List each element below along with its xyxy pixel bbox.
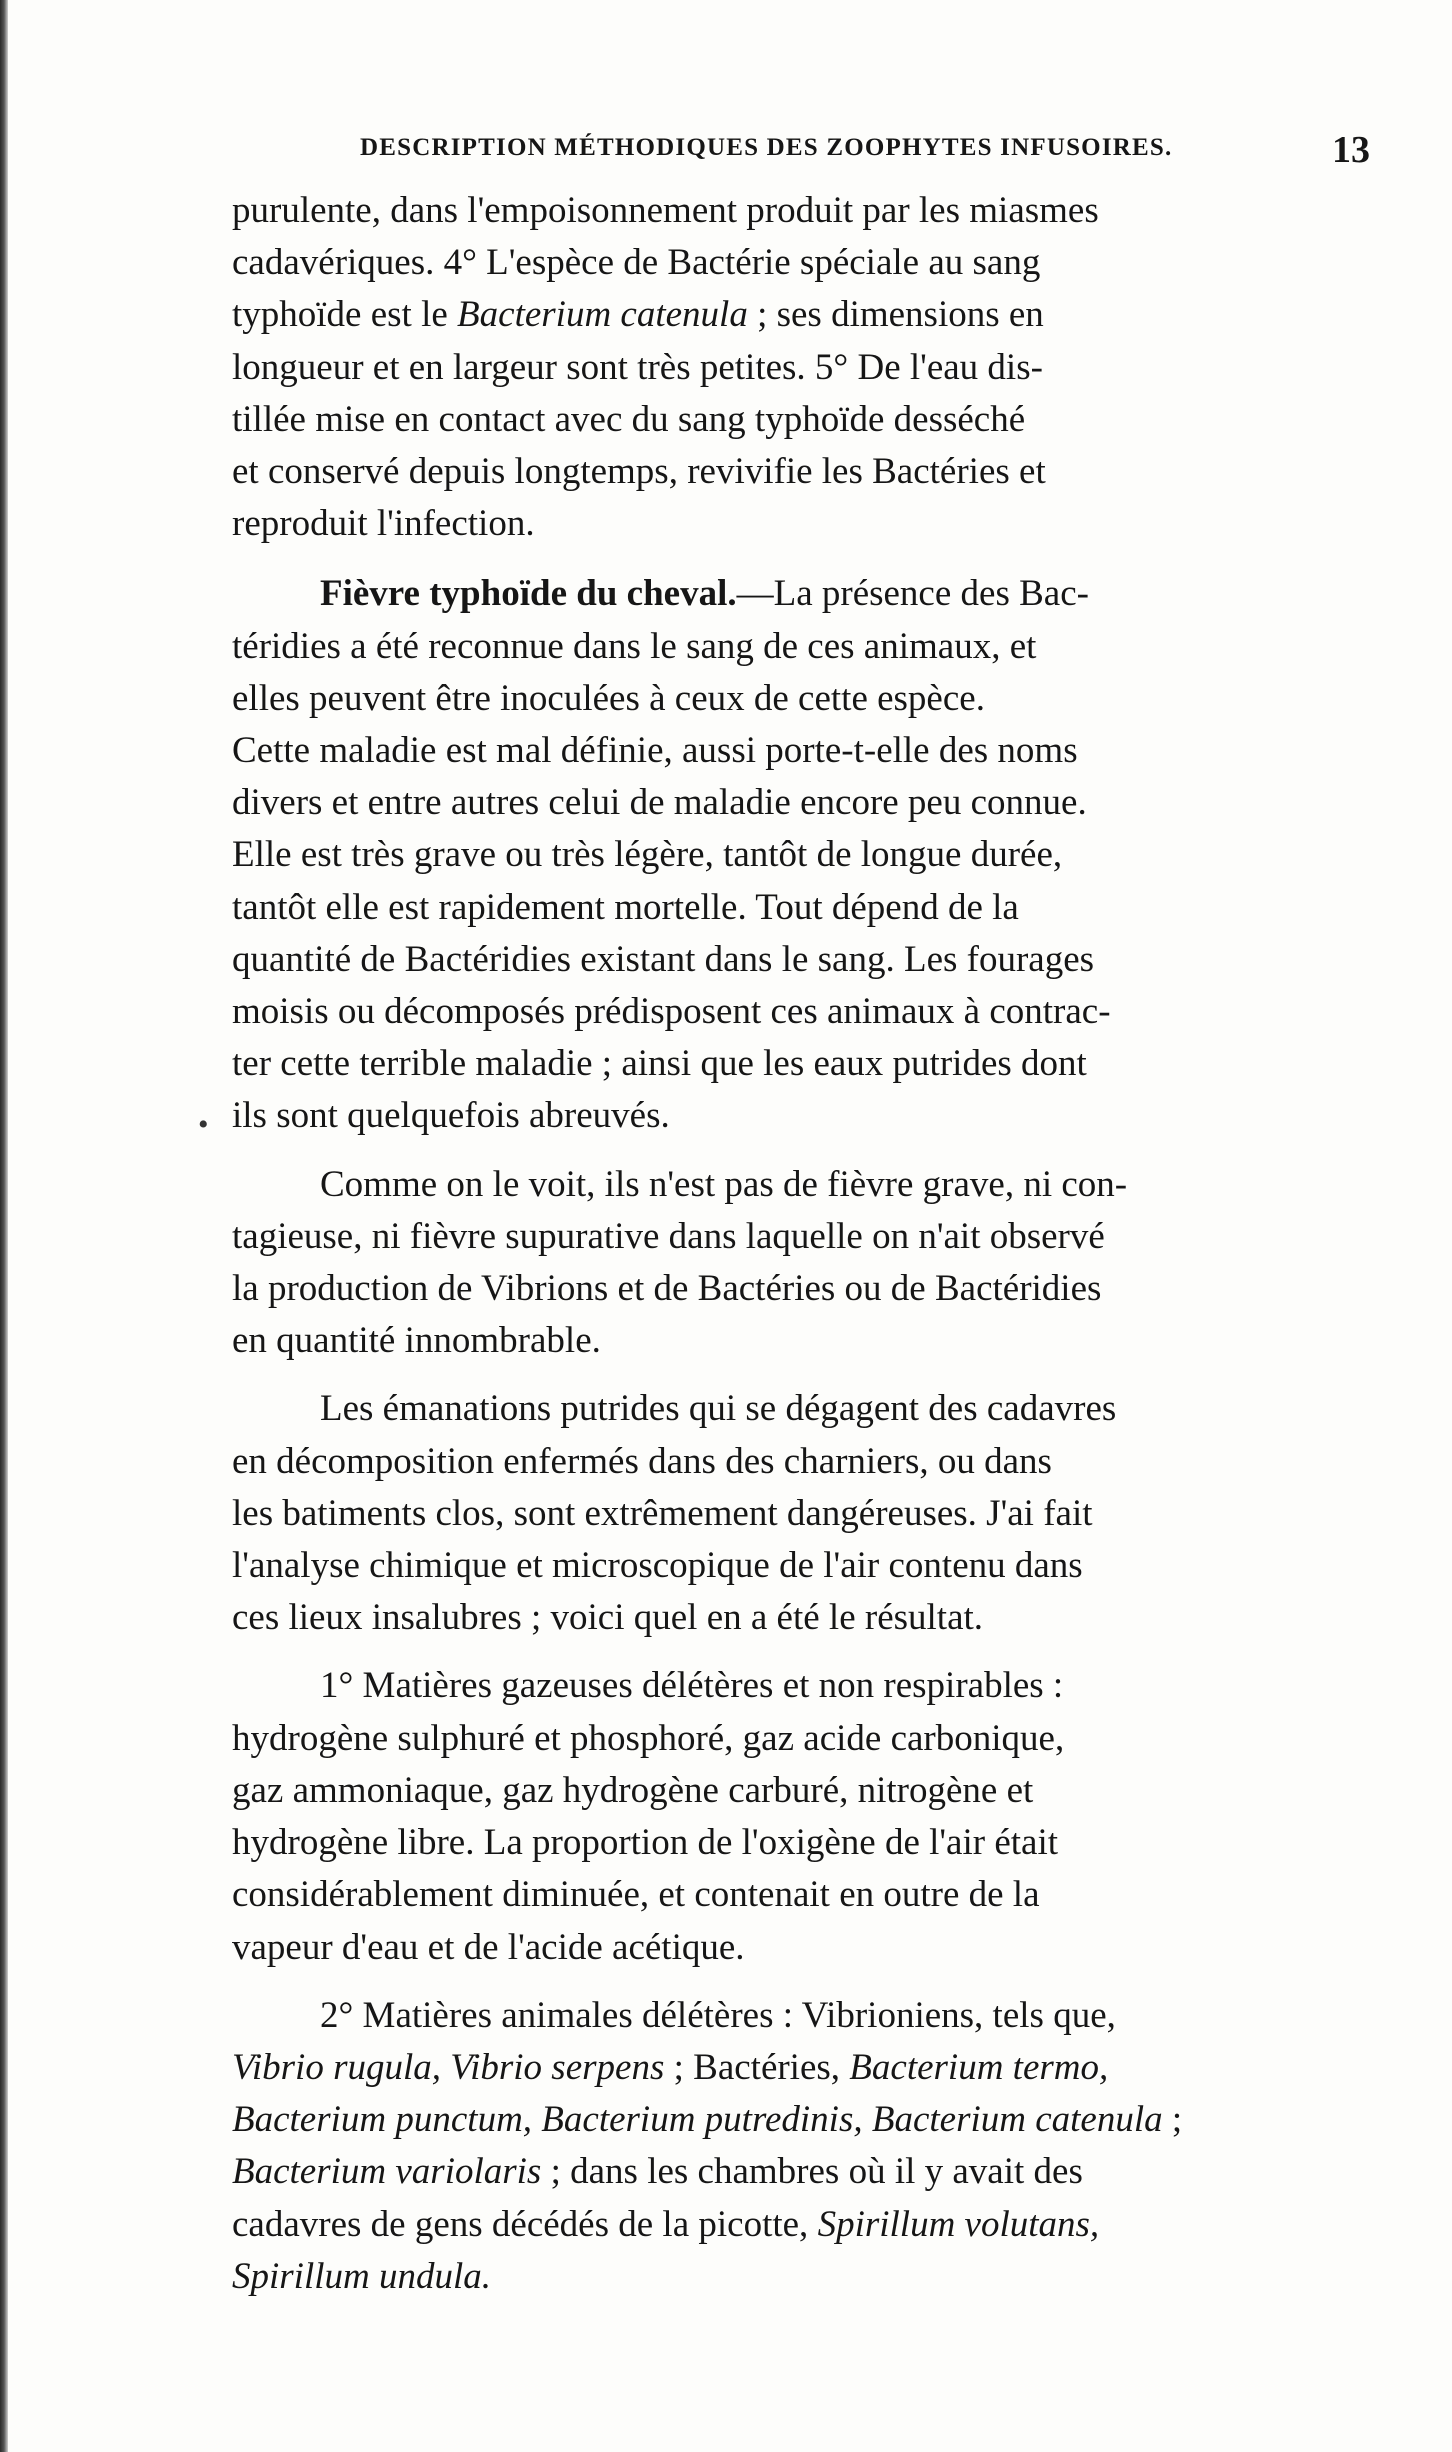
paragraph-text: Les émanations putrides qui se dégagent des cadavres en décomposition enfermés dans des charniers, ou dans les batiments clos, sont extrêmement dangéreuses. J'ai fait l'analyse chimique et microscopique de l'air contenu dans ces lieux insalubres ; voici quel en a été le résultat. — [232, 1388, 1117, 1639]
species-name-italic: Bacterium catenula — [457, 294, 748, 336]
running-title: DESCRIPTION MÉTHODIQUES DES ZOOPHYTES INFUSOIRES. — [360, 134, 1173, 161]
paragraph-text: 2° Matières animales délétères : Vibrioniens, tels que, — [320, 1994, 1116, 2036]
page-number: 13 — [1332, 129, 1370, 171]
body-text — [232, 185, 1362, 2319]
species-name-italic: Bacterium termo, Bacterium punctum, Bacterium putredinis, Bacterium catenula — [232, 2046, 1163, 2141]
section-heading: Fièvre typhoïde du cheval. — [320, 573, 737, 615]
species-name-italic: Spirillum volutans, Spirillum undula. — [232, 2203, 1100, 2297]
paragraph-text: Comme on le voit, ils n'est pas de fièvre grave, ni con- tagieuse, ni fièvre supurative dans laquelle on n'ait observé la production de Vibrions et de Bactéries ou de Bactéridies en quantité innombrable. — [232, 1163, 1128, 1362]
paragraph-gaseous-matters — [232, 1660, 1362, 1973]
paragraph-text: ; — [1171, 2099, 1183, 2141]
paragraph-animal-matters — [232, 1990, 1362, 2303]
paragraph-comme-on-le-voit — [232, 1159, 1362, 1368]
paragraph-emanations — [232, 1383, 1362, 1644]
running-header — [360, 128, 1370, 178]
paragraph-text: purulente, dans l'empoisonnement produit par les miasmes cadavériques. 4° L'espèce de Bactérie spéciale au sang typhoïde est le — [232, 190, 1099, 336]
species-name-italic: Vibrio rugula, Vibrio serpens — [232, 2046, 665, 2088]
paragraph-text: ; ses dimensions en longueur et en largeur sont très petites. 5° De l'eau dis- tillée mise en contact avec du sang typhoïde desséché et conservé depuis longtemps, revivifie les Bactéries et reproduit l'infection. — [232, 294, 1046, 545]
stray-dot-mark: • — [198, 1108, 209, 1141]
paragraph-text: —La présence des Bac- téridies a été reconnue dans le sang de ces animaux, et elles peuvent être inoculées à ceux de cette espèce. Cette maladie est mal définie, aussi porte-t-elle des noms divers et entre autres celui de maladie encore peu connue. Elle est très grave ou très légère, tantôt de longue durée, tantôt elle est rapidement mortelle. Tout dépend de la quantité de Bactéridies existant dans le sang. Les fourages moisis ou décomposés prédisposent ces animaux à contrac- ter cette terrible maladie ; ainsi que les eaux putrides dont ils sont quelquefois abreuvés. — [232, 573, 1111, 1137]
paragraph-typhoid-horse — [232, 568, 1362, 1142]
paragraph-text: ; dans les chambres où il y avait des cadavres de gens décédés de la picotte, — [232, 2151, 1083, 2245]
paragraph-continuation — [232, 185, 1362, 550]
page-edge-shadow — [0, 0, 8, 2452]
paragraph-text: 1° Matières gazeuses délétères et non respirables : hydrogène sulphuré et phosphoré, gaz acide carbonique, gaz ammoniaque, gaz hydrogène carburé, nitrogène et hydrogène libre. La proportion de l'oxigène de l'air était considérablement diminuée, et contenait en outre de la vapeur d'eau et de l'acide acétique. — [232, 1665, 1065, 1968]
species-name-italic: Bacterium variolaris — [232, 2151, 542, 2193]
paragraph-text: ; Bactéries, — [664, 2046, 850, 2088]
